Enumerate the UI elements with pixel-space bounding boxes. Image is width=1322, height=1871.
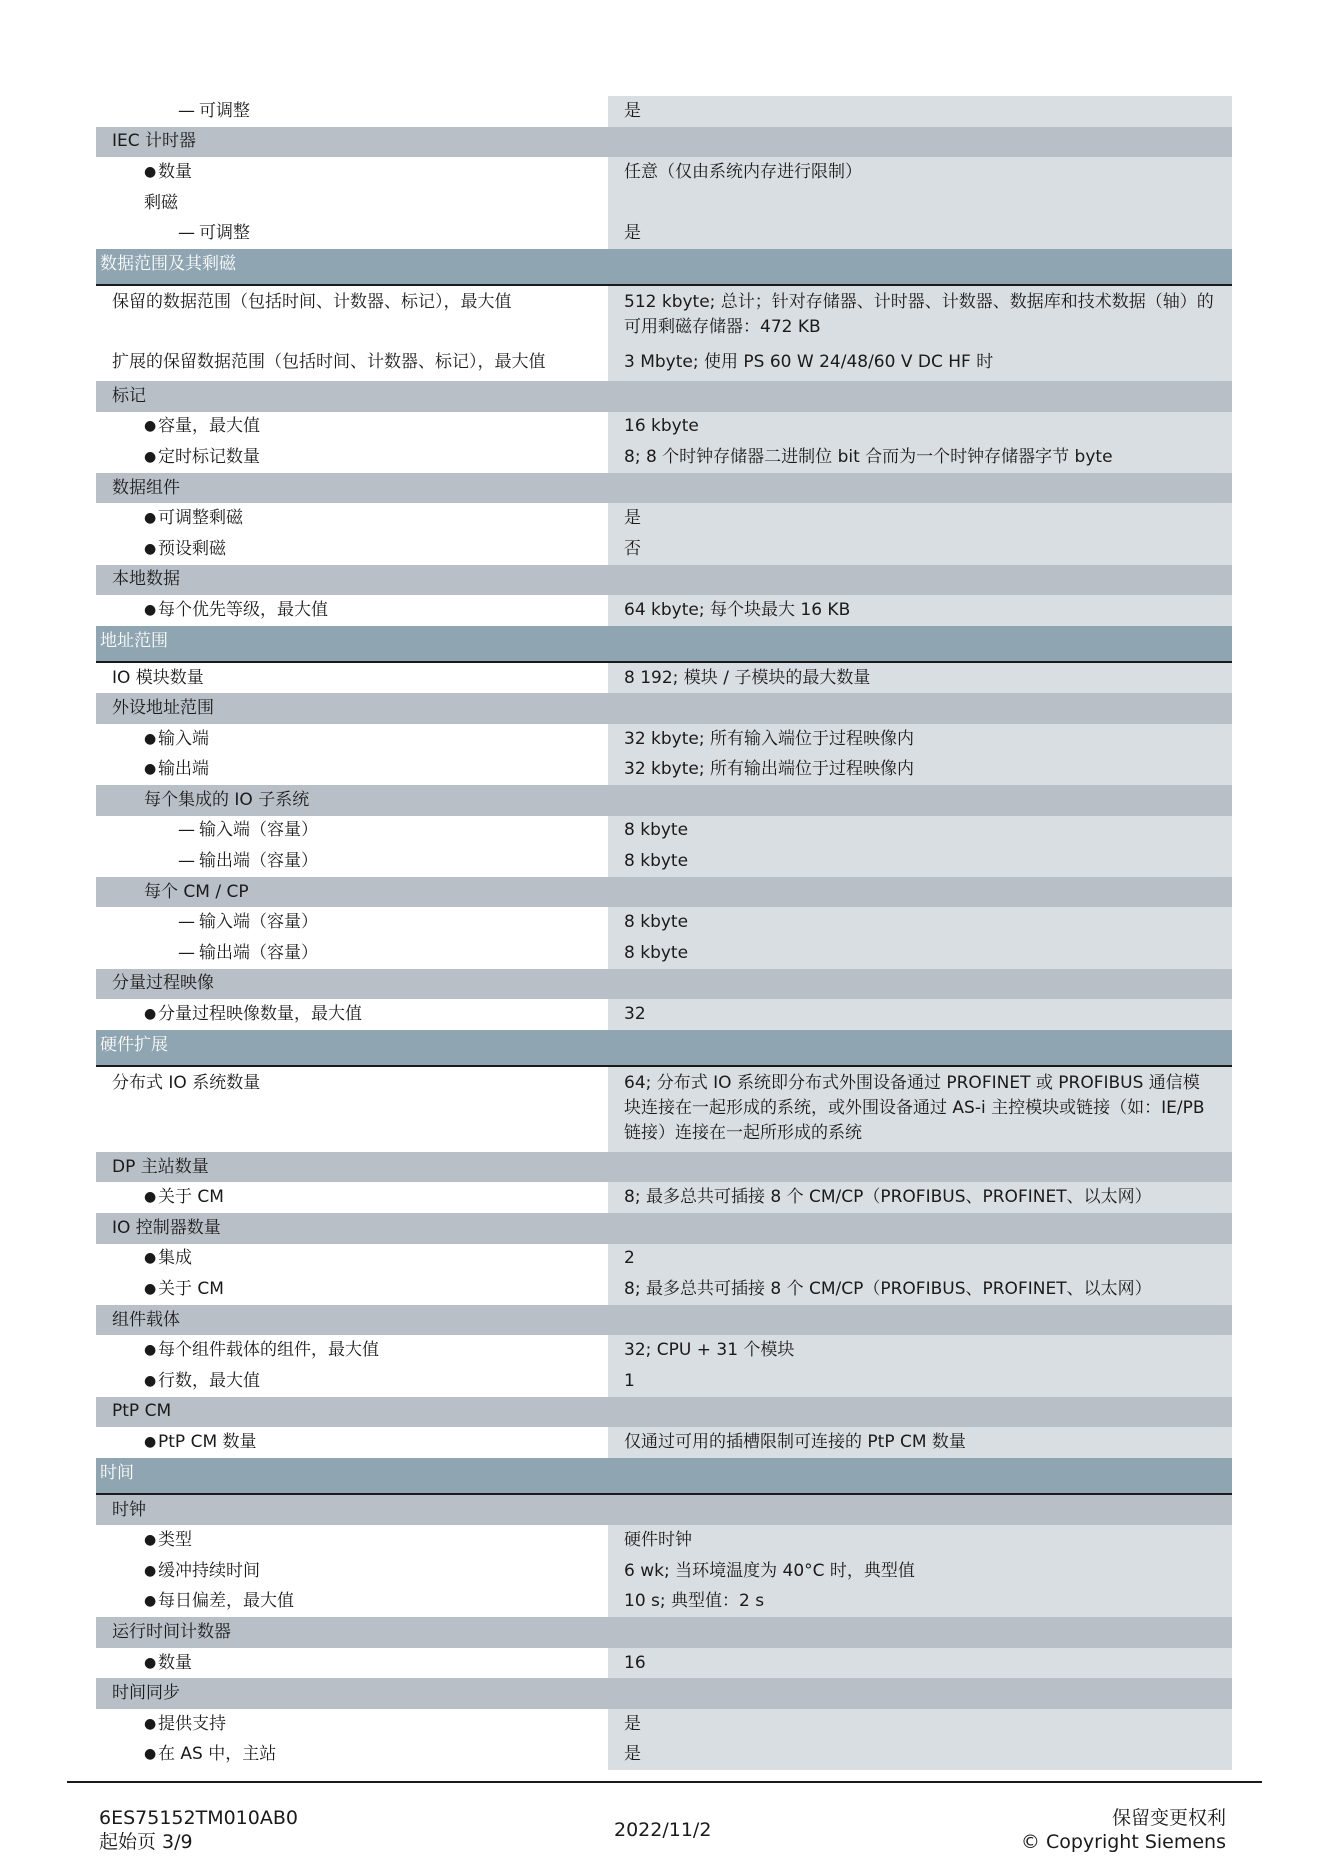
param-label-cell <box>96 565 608 596</box>
footer-divider <box>67 1781 1262 1783</box>
param-label: 每个组件载体的组件，最大值 <box>158 1340 379 1361</box>
spec-row <box>96 157 1232 188</box>
param-label: 时间同步 <box>112 1683 180 1704</box>
param-label: 外设地址范围 <box>112 698 214 719</box>
param-label-cell <box>96 381 608 412</box>
dash-icon: — <box>178 100 195 121</box>
group-row <box>96 127 1232 158</box>
param-label-cell <box>96 1305 608 1336</box>
param-value: 64; 分布式 IO 系统即分布式外围设备通过 PROFINET 或 PROFIBUS 通信模块连接在一起形成的系统，或外围设备通过 AS-i 主控模块或链接（如：IE/PB 链接）连接在一起所形成的系统 <box>608 1067 1232 1152</box>
bullet-icon: ● <box>144 1250 157 1267</box>
param-value: 是 <box>608 503 1232 534</box>
param-value <box>608 565 1232 596</box>
group-row <box>96 877 1232 908</box>
dash-icon: — <box>178 912 195 933</box>
param-label-cell <box>96 1335 608 1366</box>
spec-row <box>96 816 1232 847</box>
param-label: 每个 CM / CP <box>144 881 249 902</box>
param-label-cell <box>96 1182 608 1213</box>
bullet-icon: ● <box>144 510 157 527</box>
param-value <box>608 1678 1232 1709</box>
dash-icon: — <box>178 820 195 841</box>
param-value: 16 kbyte <box>608 412 1232 443</box>
param-label-cell <box>96 473 608 504</box>
section-title: 硬件扩展 <box>100 1034 168 1055</box>
param-label-cell <box>96 724 608 755</box>
subgroup-row <box>96 188 1232 219</box>
param-label-cell <box>96 346 608 381</box>
bullet-icon: ● <box>144 1281 157 1298</box>
dash-icon: — <box>178 942 195 963</box>
param-value: 是 <box>608 96 1232 127</box>
spec-row <box>96 218 1232 249</box>
param-label: IO 控制器数量 <box>112 1217 221 1238</box>
param-label-cell <box>96 503 608 534</box>
bullet-icon: ● <box>144 1433 157 1450</box>
param-label: IO 模块数量 <box>112 667 204 688</box>
param-label: 关于 CM <box>158 1187 224 1208</box>
bullet-icon: ● <box>144 1532 157 1549</box>
group-row <box>96 1678 1232 1709</box>
spec-row <box>96 663 1232 694</box>
bullet-icon: ● <box>144 730 157 747</box>
param-value <box>608 877 1232 908</box>
param-label: 输出端（容量） <box>199 942 318 963</box>
param-label: 分布式 IO 系统数量 <box>112 1072 261 1093</box>
bullet-icon: ● <box>144 448 157 465</box>
param-value: 32 kbyte; 所有输出端位于过程映像内 <box>608 755 1232 786</box>
bullet-icon: ● <box>144 761 157 778</box>
section-header <box>96 1030 1232 1067</box>
spec-row <box>96 1244 1232 1275</box>
group-row <box>96 1152 1232 1183</box>
spec-row <box>96 1587 1232 1618</box>
spec-row <box>96 503 1232 534</box>
group-row <box>96 1617 1232 1648</box>
spec-row <box>96 999 1232 1030</box>
param-label: 行数，最大值 <box>158 1370 260 1391</box>
bullet-icon: ● <box>144 1746 157 1763</box>
param-value: 8; 8 个时钟存储器二进制位 bit 合而为一个时钟存储器字节 byte <box>608 442 1232 473</box>
param-label-cell <box>96 1648 608 1679</box>
param-value: 32; CPU + 31 个模块 <box>608 1335 1232 1366</box>
param-label: DP 主站数量 <box>112 1156 209 1177</box>
spec-row <box>96 1335 1232 1366</box>
param-value: 8 kbyte <box>608 907 1232 938</box>
param-label: 输出端 <box>158 759 209 780</box>
param-label: 标记 <box>112 385 146 406</box>
param-label-cell <box>96 1427 608 1458</box>
page-indicator: 起始页 3/9 <box>99 1831 193 1853</box>
param-label-cell <box>96 157 608 188</box>
param-label-cell <box>96 1617 608 1648</box>
group-row <box>96 693 1232 724</box>
section-header <box>96 626 1232 663</box>
order-number: 6ES75152TM010AB0 <box>99 1807 298 1829</box>
param-value <box>608 127 1232 158</box>
param-label: 分量过程映像数量，最大值 <box>158 1004 362 1025</box>
param-value: 6 wk; 当环境温度为 40°C 时，典型值 <box>608 1556 1232 1587</box>
param-value <box>608 969 1232 1000</box>
param-value <box>608 381 1232 412</box>
param-value: 仅通过可用的插槽限制可连接的 PtP CM 数量 <box>608 1427 1232 1458</box>
param-value <box>608 1213 1232 1244</box>
param-label-cell <box>96 218 608 249</box>
param-value: 3 Mbyte; 使用 PS 60 W 24/48/60 V DC HF 时 <box>608 346 1232 381</box>
param-label-cell <box>96 1213 608 1244</box>
spec-row <box>96 346 1232 381</box>
bullet-icon: ● <box>144 601 157 618</box>
footer-left <box>99 1806 298 1854</box>
bullet-icon: ● <box>144 1342 157 1359</box>
param-label-cell <box>96 907 608 938</box>
spec-row <box>96 724 1232 755</box>
spec-row <box>96 755 1232 786</box>
spec-row <box>96 1525 1232 1556</box>
param-label-cell <box>96 693 608 724</box>
param-value: 是 <box>608 218 1232 249</box>
spec-row <box>96 1366 1232 1397</box>
param-label-cell <box>96 999 608 1030</box>
param-label-cell <box>96 595 608 626</box>
spec-row <box>96 1182 1232 1213</box>
param-label-cell <box>96 1495 608 1526</box>
group-row <box>96 1305 1232 1336</box>
param-value: 8; 最多总共可插接 8 个 CM/CP（PROFIBUS、PROFINET、以太网） <box>608 1274 1232 1305</box>
param-label: 集成 <box>158 1248 192 1269</box>
dash-icon: — <box>178 223 195 244</box>
param-label-cell <box>96 442 608 473</box>
param-label: 输入端 <box>158 728 209 749</box>
group-row <box>96 381 1232 412</box>
param-value: 是 <box>608 1740 1232 1771</box>
param-label-cell <box>96 534 608 565</box>
param-label: 分量过程映像 <box>112 973 214 994</box>
param-label: 数量 <box>158 161 192 182</box>
spec-row <box>96 1648 1232 1679</box>
spec-row <box>96 96 1232 127</box>
param-label-cell <box>96 1525 608 1556</box>
param-label: 扩展的保留数据范围（包括时间、计数器、标记），最大值 <box>112 351 546 372</box>
param-value <box>608 1617 1232 1648</box>
param-value <box>608 1495 1232 1526</box>
param-label-cell <box>96 1067 608 1152</box>
spec-row <box>96 907 1232 938</box>
param-label: 可调整 <box>199 100 250 121</box>
param-label-cell <box>96 1397 608 1428</box>
group-row <box>96 565 1232 596</box>
spec-row <box>96 442 1232 473</box>
param-label-cell <box>96 877 608 908</box>
param-value: 任意（仅由系统内存进行限制） <box>608 157 1232 188</box>
param-label: 数量 <box>158 1652 192 1673</box>
bullet-icon: ● <box>144 540 157 557</box>
spec-row <box>96 412 1232 443</box>
param-label: 运行时间计数器 <box>112 1621 231 1642</box>
section-title: 数据范围及其剩磁 <box>100 253 236 274</box>
group-row <box>96 969 1232 1000</box>
spec-row <box>96 1427 1232 1458</box>
param-label-cell <box>96 969 608 1000</box>
param-value: 10 s; 典型值：2 s <box>608 1587 1232 1618</box>
param-label: 在 AS 中，主站 <box>158 1744 277 1765</box>
dash-icon: — <box>178 851 195 872</box>
param-label: 时钟 <box>112 1499 146 1520</box>
param-label-cell <box>96 1556 608 1587</box>
bullet-icon: ● <box>144 1372 157 1389</box>
param-value: 2 <box>608 1244 1232 1275</box>
param-value <box>608 473 1232 504</box>
param-label: 每日偏差，最大值 <box>158 1591 294 1612</box>
param-label-cell <box>96 1152 608 1183</box>
section-header <box>96 249 1232 286</box>
param-label-cell <box>96 127 608 158</box>
param-label: 输入端（容量） <box>199 912 318 933</box>
rights-notice: 保留变更权利 <box>1111 1807 1226 1829</box>
spec-row <box>96 1556 1232 1587</box>
param-label-cell <box>96 188 608 219</box>
param-label: 关于 CM <box>158 1279 224 1300</box>
spec-row <box>96 938 1232 969</box>
param-value <box>608 1152 1232 1183</box>
param-label-cell <box>96 1587 608 1618</box>
spec-table <box>96 96 1232 1770</box>
param-value: 32 kbyte; 所有输入端位于过程映像内 <box>608 724 1232 755</box>
param-label: 可调整剩磁 <box>158 508 243 529</box>
param-label: 预设剩磁 <box>158 538 226 559</box>
spec-row <box>96 534 1232 565</box>
param-value: 否 <box>608 534 1232 565</box>
param-value: 8 kbyte <box>608 846 1232 877</box>
param-value: 8; 最多总共可插接 8 个 CM/CP（PROFIBUS、PROFINET、以太网） <box>608 1182 1232 1213</box>
param-label-cell <box>96 1366 608 1397</box>
param-value <box>608 1397 1232 1428</box>
param-value: 8 192; 模块 / 子模块的最大数量 <box>608 663 1232 694</box>
bullet-icon: ● <box>144 1593 157 1610</box>
bullet-icon: ● <box>144 1006 157 1023</box>
param-label: 本地数据 <box>112 569 180 590</box>
spec-row <box>96 595 1232 626</box>
param-label: IEC 计时器 <box>112 131 197 152</box>
footer-right <box>1021 1806 1226 1854</box>
bullet-icon: ● <box>144 1562 157 1579</box>
param-value <box>608 693 1232 724</box>
copyright-notice: © Copyright Siemens <box>1020 1831 1226 1853</box>
param-value <box>608 188 1232 219</box>
group-row <box>96 473 1232 504</box>
section-title: 地址范围 <box>100 630 168 651</box>
param-label-cell <box>96 1709 608 1740</box>
param-value <box>608 1305 1232 1336</box>
param-label-cell <box>96 1274 608 1305</box>
param-label-cell <box>96 816 608 847</box>
param-value: 512 kbyte; 总计；针对存储器、计时器、计数器、数据库和技术数据（轴）的可用剩磁存储器：472 KB <box>608 286 1232 346</box>
param-label-cell <box>96 846 608 877</box>
group-row <box>96 1495 1232 1526</box>
section-title: 时间 <box>100 1462 134 1483</box>
param-label: 输出端（容量） <box>199 851 318 872</box>
param-label-cell <box>96 938 608 969</box>
param-label: 类型 <box>158 1530 192 1551</box>
param-value: 是 <box>608 1709 1232 1740</box>
param-label-cell <box>96 785 608 816</box>
spec-row <box>96 286 1232 346</box>
bullet-icon: ● <box>144 1189 157 1206</box>
group-row <box>96 1213 1232 1244</box>
group-row <box>96 785 1232 816</box>
param-label: 定时标记数量 <box>158 446 260 467</box>
param-label: 缓冲持续时间 <box>158 1560 260 1581</box>
param-value: 8 kbyte <box>608 816 1232 847</box>
param-label: 每个集成的 IO 子系统 <box>144 789 310 810</box>
section-header <box>96 1458 1232 1495</box>
spec-row <box>96 1740 1232 1771</box>
param-label: 组件载体 <box>112 1309 180 1330</box>
param-label: 提供支持 <box>158 1713 226 1734</box>
param-label-cell <box>96 663 608 694</box>
param-label-cell <box>96 1678 608 1709</box>
bullet-icon: ● <box>144 1654 157 1671</box>
param-label-cell <box>96 1740 608 1771</box>
bullet-icon: ● <box>144 1715 157 1732</box>
param-value: 1 <box>608 1366 1232 1397</box>
param-label: PtP CM 数量 <box>158 1431 257 1452</box>
bullet-icon: ● <box>144 163 157 180</box>
param-label: PtP CM <box>112 1401 172 1422</box>
bullet-icon: ● <box>144 418 157 435</box>
param-label: 每个优先等级，最大值 <box>158 599 328 620</box>
spec-row <box>96 1274 1232 1305</box>
spec-row <box>96 846 1232 877</box>
param-label-cell <box>96 1244 608 1275</box>
param-label: 保留的数据范围（包括时间、计数器、标记），最大值 <box>112 291 512 312</box>
param-label: 容量，最大值 <box>158 416 260 437</box>
param-label: 输入端（容量） <box>199 820 318 841</box>
param-label-cell <box>96 286 608 346</box>
param-label: 可调整 <box>199 223 250 244</box>
param-label: 剩磁 <box>144 192 178 213</box>
param-value: 32 <box>608 999 1232 1030</box>
param-label-cell <box>96 412 608 443</box>
param-value: 16 <box>608 1648 1232 1679</box>
param-value <box>608 785 1232 816</box>
spec-row <box>96 1067 1232 1152</box>
spec-row <box>96 1709 1232 1740</box>
param-value: 64 kbyte; 每个块最大 16 KB <box>608 595 1232 626</box>
footer-date: 2022/11/2 <box>614 1819 712 1841</box>
param-label: 数据组件 <box>112 477 180 498</box>
group-row <box>96 1397 1232 1428</box>
param-value: 8 kbyte <box>608 938 1232 969</box>
param-label-cell <box>96 96 608 127</box>
param-value: 硬件时钟 <box>608 1525 1232 1556</box>
param-label-cell <box>96 755 608 786</box>
